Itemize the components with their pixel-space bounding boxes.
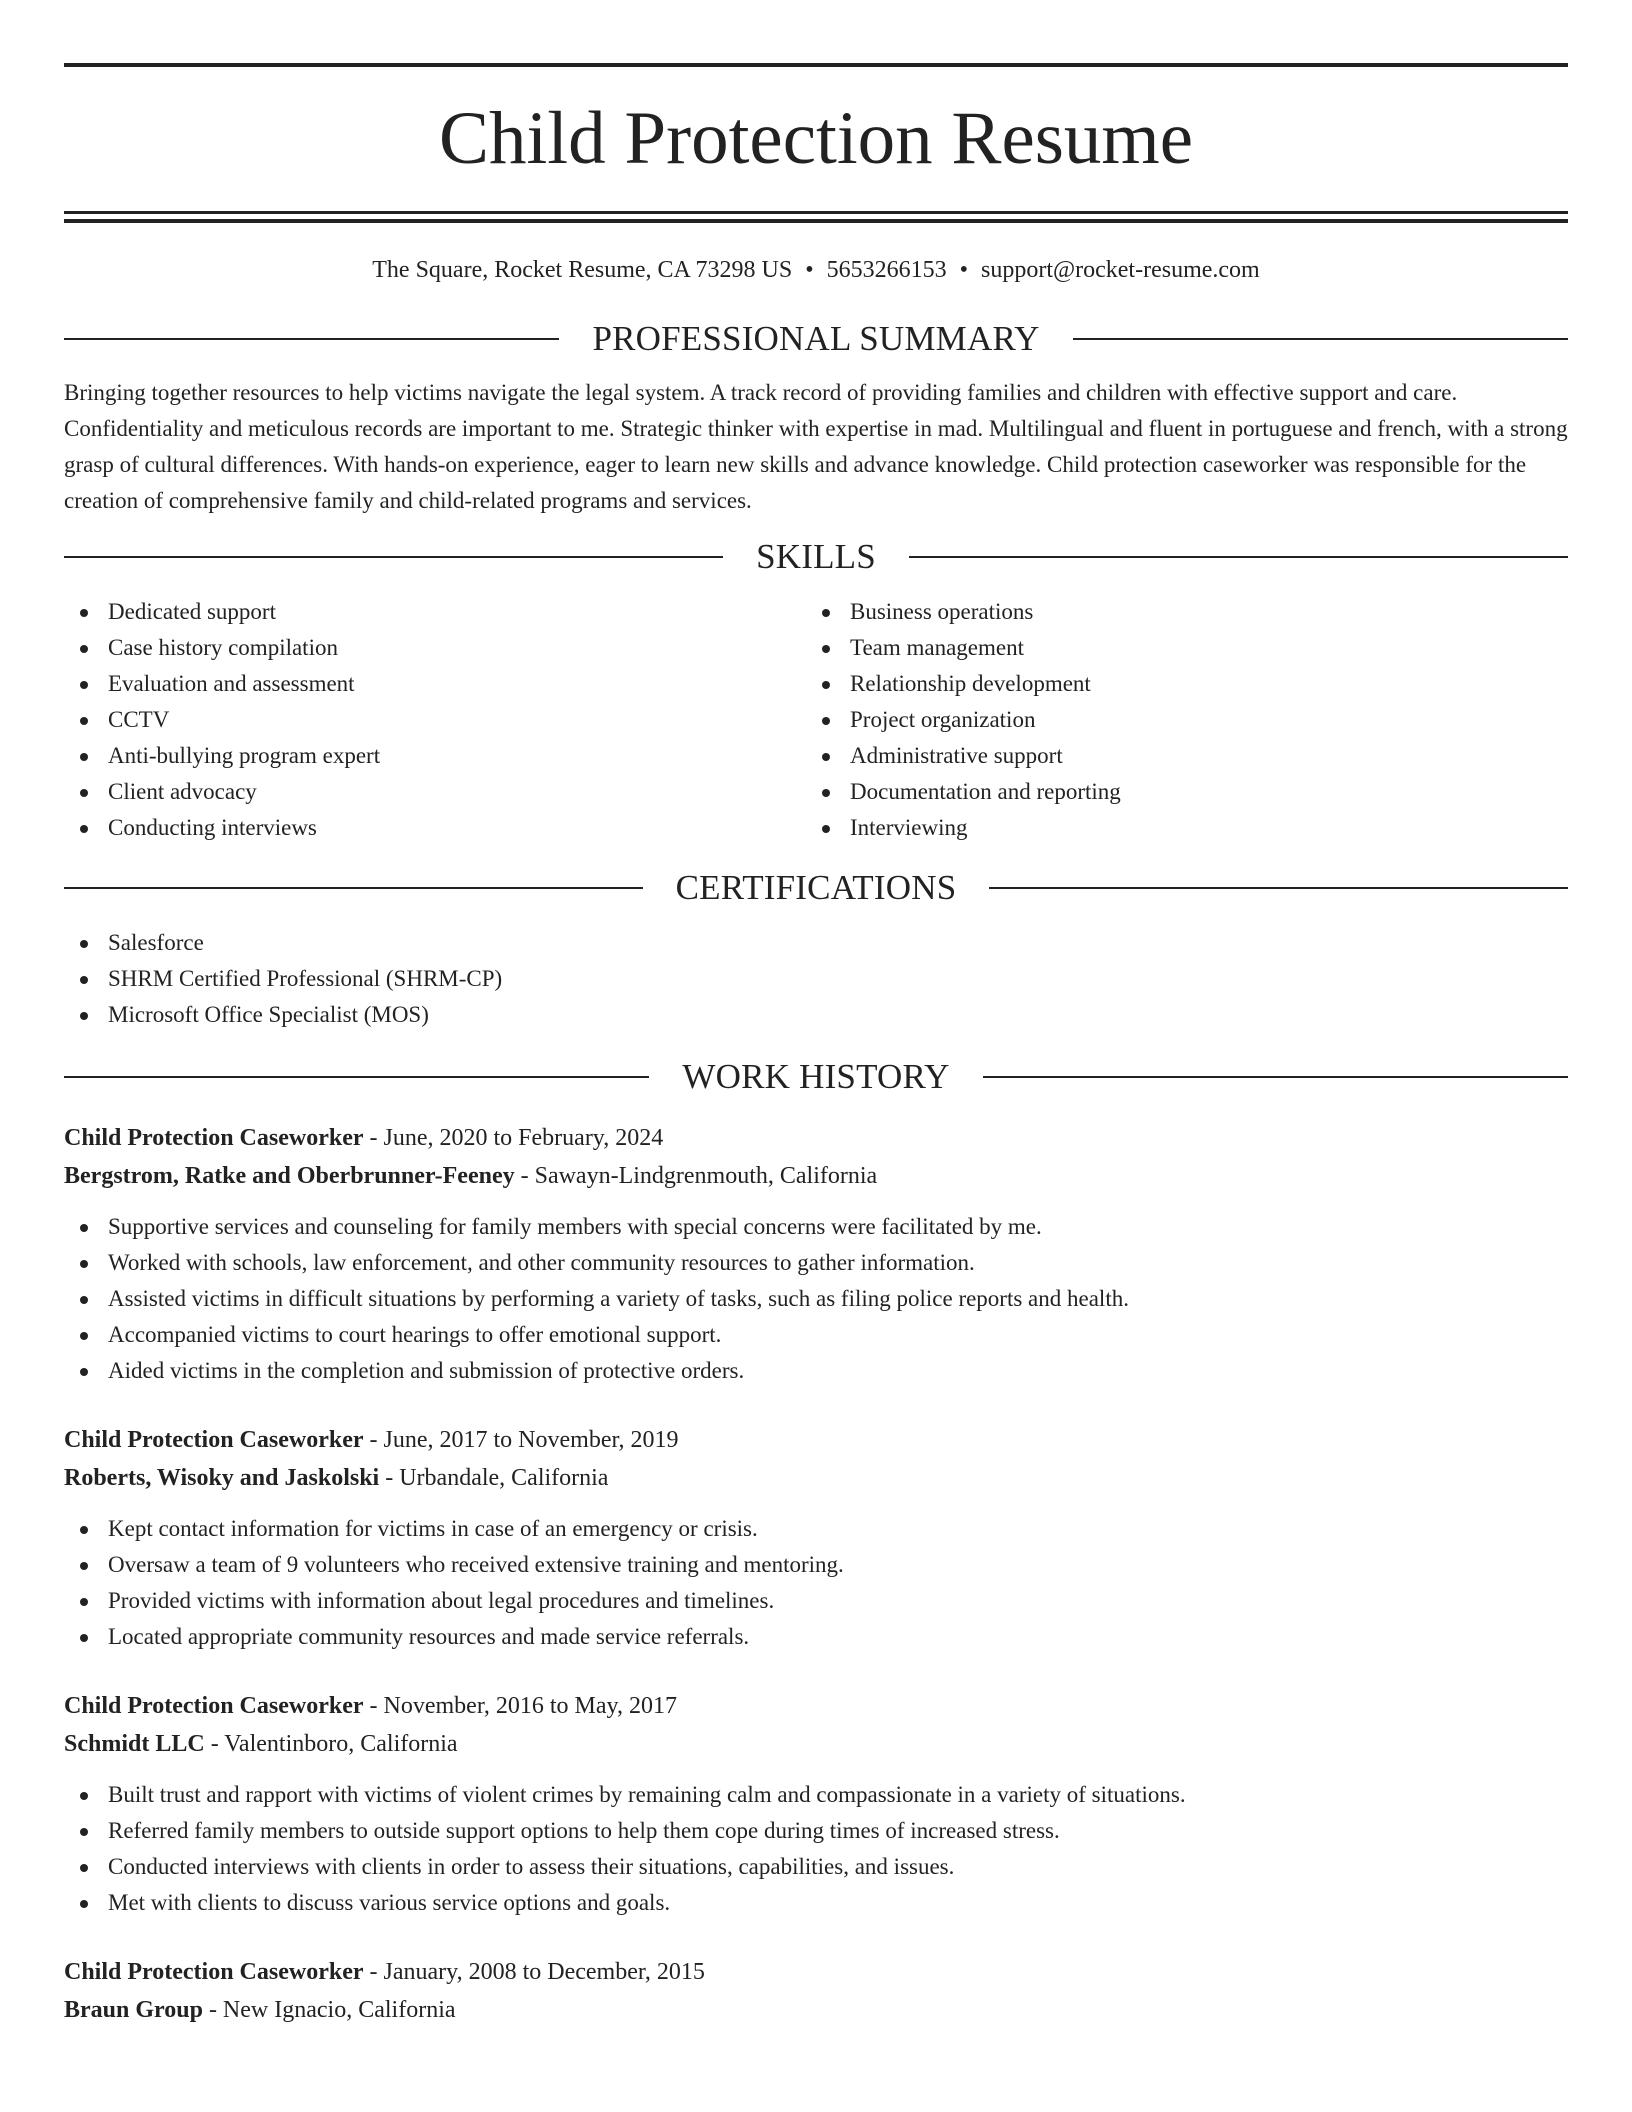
skill-item: Client advocacy [64, 774, 806, 810]
job-entry [64, 1119, 1568, 1389]
job-duty: Provided victims with information about legal procedures and timelines. [64, 1583, 1568, 1619]
skill-item: Team management [806, 630, 1548, 666]
skill-item: CCTV [64, 702, 806, 738]
job-duty: Met with clients to discuss various service options and goals. [64, 1885, 1568, 1921]
certification-item: SHRM Certified Professional (SHRM-CP) [64, 961, 1568, 997]
certification-item: Salesforce [64, 925, 1568, 961]
job-dates: - June, 2017 to November, 2019 [363, 1427, 679, 1453]
skill-item: Anti-bullying program expert [64, 738, 806, 774]
job-company-line [64, 1157, 1568, 1195]
job-duty: Referred family members to outside support options to help them cope during times of increased stress. [64, 1813, 1568, 1849]
job-company-line [64, 1991, 1568, 2029]
skill-item: Conducting interviews [64, 810, 806, 846]
job-dates: - January, 2008 to December, 2015 [363, 1959, 705, 1985]
job-duty: Supportive services and counseling for family members with special concerns were facilitated by me. [64, 1209, 1568, 1245]
job-duty: Conducted interviews with clients in order to assess their situations, capabilities, and issues. [64, 1849, 1568, 1885]
section-title: SKILLS [756, 537, 876, 576]
skill-item: Dedicated support [64, 594, 806, 630]
heading-rule [1073, 338, 1568, 340]
job-duty: Accompanied victims to court hearings to offer emotional support. [64, 1317, 1568, 1353]
job-duty: Assisted victims in difficult situations by performing a variety of tasks, such as filing police reports and health. [64, 1281, 1568, 1317]
job-dates: - June, 2020 to February, 2024 [363, 1125, 664, 1151]
contact-address: The Square, Rocket Resume, CA 73298 US [372, 257, 793, 283]
job-duty: Aided victims in the completion and submission of protective orders. [64, 1353, 1568, 1389]
contact-phone: 5653266153 [826, 257, 947, 283]
skill-item: Business operations [806, 594, 1548, 630]
job-company: Bergstrom, Ratke and Oberbrunner-Feeney [64, 1163, 515, 1189]
job-location: - Valentinboro, California [204, 1731, 458, 1757]
job-title: Child Protection Caseworker [64, 1959, 364, 1985]
job-duties [64, 1209, 1568, 1389]
job-entry [64, 1953, 1568, 2029]
skill-item: Administrative support [806, 738, 1548, 774]
skill-item: Documentation and reporting [806, 774, 1548, 810]
resume-title: Child Protection Resume [438, 97, 1194, 180]
heading-rule [64, 887, 643, 889]
job-company: Schmidt LLC [64, 1731, 205, 1757]
section-heading-skills [64, 537, 1568, 577]
job-entry [64, 1421, 1568, 1655]
certifications-list [64, 925, 1568, 1033]
job-title-line [64, 1119, 1568, 1157]
job-location: - Urbandale, California [379, 1465, 609, 1491]
section-heading-certifications [64, 868, 1568, 908]
job-title: Child Protection Caseworker [64, 1125, 364, 1151]
job-company: Braun Group [64, 1997, 203, 2023]
job-title: Child Protection Caseworker [64, 1693, 364, 1719]
heading-rule [64, 1076, 649, 1078]
section-heading-summary [64, 319, 1568, 359]
title-double-rule [64, 211, 1568, 223]
job-company-line [64, 1725, 1568, 1763]
skills-grid [64, 594, 1568, 846]
job-duty: Kept contact information for victims in case of an emergency or crisis. [64, 1511, 1568, 1547]
resume-page [64, 0, 1568, 2029]
section-title: CERTIFICATIONS [675, 868, 957, 907]
section-title: PROFESSIONAL SUMMARY [592, 319, 1040, 358]
job-duty: Built trust and rapport with victims of violent crimes by remaining calm and compassionate in a variety of situations. [64, 1777, 1568, 1813]
heading-rule [64, 338, 559, 340]
job-company: Roberts, Wisoky and Jaskolski [64, 1465, 380, 1491]
certification-item: Microsoft Office Specialist (MOS) [64, 997, 1568, 1033]
heading-rule [909, 556, 1568, 558]
contact-separator: • [805, 257, 814, 283]
job-location: - Sawayn-Lindgrenmouth, California [514, 1163, 878, 1189]
contact-line [64, 255, 1568, 285]
job-duties [64, 1777, 1568, 1921]
skill-item: Evaluation and assessment [64, 666, 806, 702]
job-title: Child Protection Caseworker [64, 1427, 364, 1453]
job-duties [64, 1511, 1568, 1655]
skill-item: Relationship development [806, 666, 1548, 702]
skills-column-right [806, 594, 1548, 846]
job-entry [64, 1687, 1568, 1921]
contact-email: support@rocket-resume.com [981, 257, 1260, 283]
job-company-line [64, 1459, 1568, 1497]
top-rule [64, 63, 1568, 67]
job-title-line [64, 1953, 1568, 1991]
job-duty: Worked with schools, law enforcement, and other community resources to gather information. [64, 1245, 1568, 1281]
heading-rule [989, 887, 1568, 889]
job-duty: Oversaw a team of 9 volunteers who received extensive training and mentoring. [64, 1547, 1568, 1583]
job-dates: - November, 2016 to May, 2017 [363, 1693, 677, 1719]
contact-separator: • [959, 257, 969, 283]
job-title-line [64, 1687, 1568, 1725]
summary-text: Bringing together resources to help victims navigate the legal system. A track record of providing families and children with effective support and care. Confidentiality and meticulous records are important to me. Strategic thinker with expertise in mad. Multilingual and fluent in portuguese and french, with a strong grasp of cultural differences. With hands-on experience, eager to learn new skills and advance knowledge. Child protection caseworker was responsible for the creation of comprehensive family and child-related programs and services. [64, 380, 1568, 513]
skills-column-left [64, 594, 806, 846]
skill-item: Interviewing [806, 810, 1548, 846]
heading-rule [983, 1076, 1568, 1078]
heading-rule [64, 556, 723, 558]
job-title-line [64, 1421, 1568, 1459]
skill-item: Project organization [806, 702, 1548, 738]
job-location: - New Ignacio, California [202, 1997, 456, 2023]
skill-item: Case history compilation [64, 630, 806, 666]
section-heading-work-history [64, 1057, 1568, 1097]
section-title: WORK HISTORY [682, 1057, 950, 1096]
job-duty: Located appropriate community resources and made service referrals. [64, 1619, 1568, 1655]
